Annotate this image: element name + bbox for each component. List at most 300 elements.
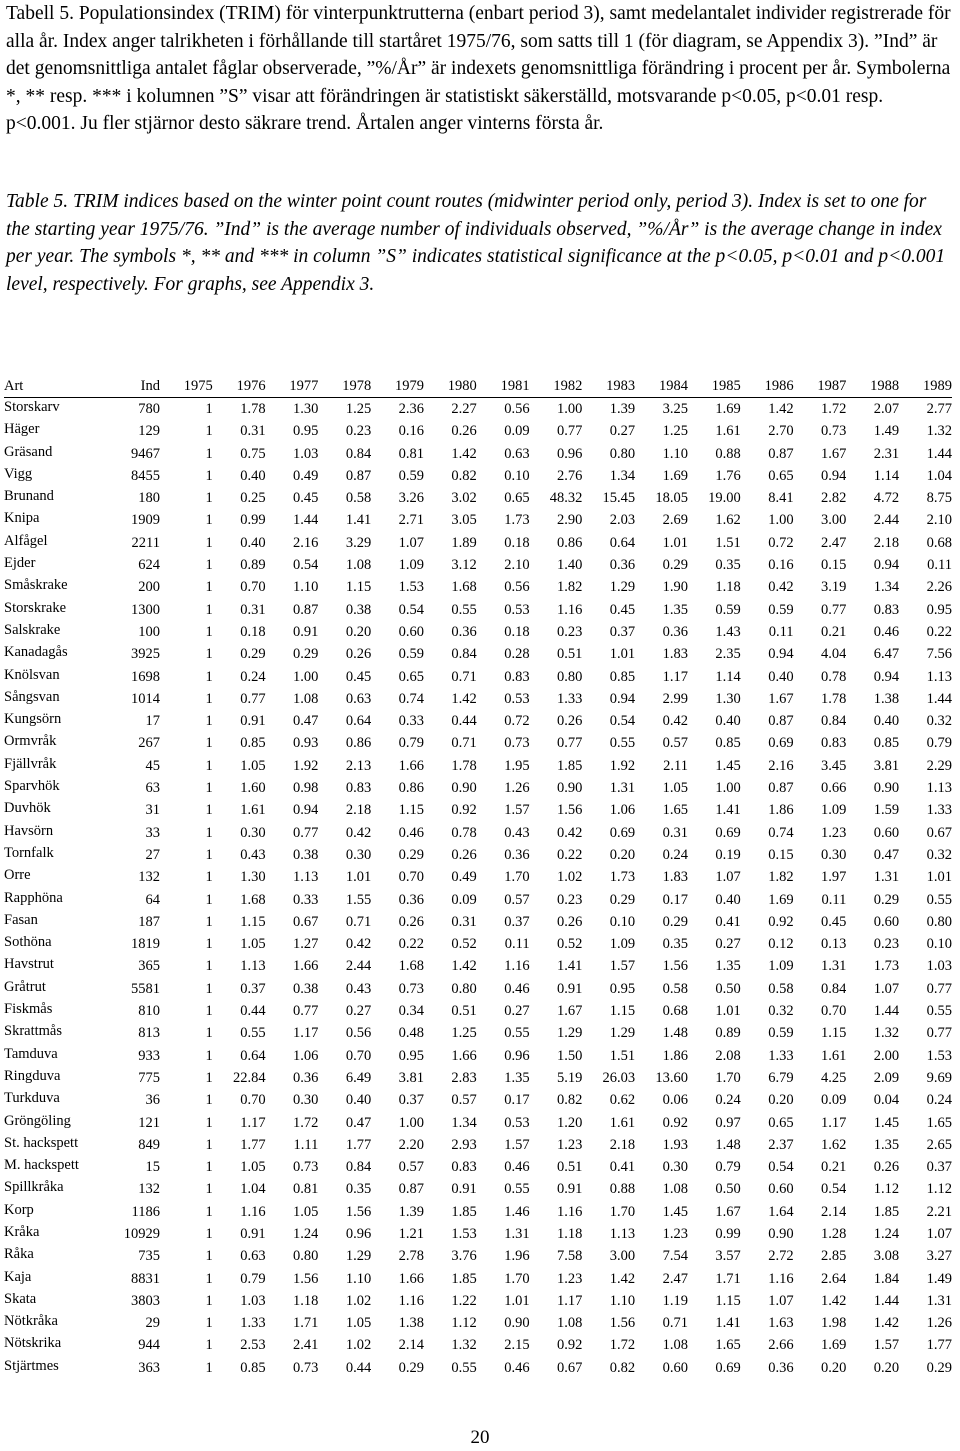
index-value: 1.73 xyxy=(609,869,636,886)
index-value: 7.56 xyxy=(926,646,952,663)
index-value: 0.18 xyxy=(504,623,530,640)
index-value: 0.89 xyxy=(715,1025,741,1042)
index-value: 3.02 xyxy=(451,490,477,507)
index-value: 2.47 xyxy=(662,1270,688,1287)
index-value: 1 xyxy=(205,623,213,640)
species-name: Stjärtmes xyxy=(4,1357,59,1374)
index-value: 0.53 xyxy=(504,601,530,618)
index-value: 1.66 xyxy=(451,1047,477,1064)
index-value: 0.46 xyxy=(873,623,900,640)
index-value: 0.47 xyxy=(873,846,900,863)
index-value: 2.53 xyxy=(240,1337,266,1354)
index-value: 0.63 xyxy=(504,445,530,462)
index-value: 0.16 xyxy=(398,423,424,440)
index-value: 1.16 xyxy=(557,1203,583,1220)
ind-value: 100 xyxy=(138,623,160,640)
index-value: 0.81 xyxy=(293,1181,319,1198)
index-value: 0.70 xyxy=(820,1003,847,1020)
index-value: 0.73 xyxy=(398,980,424,997)
index-value: 0.38 xyxy=(293,980,319,997)
index-value: 1.56 xyxy=(345,1203,372,1220)
index-value: 0.09 xyxy=(820,1092,847,1109)
index-value: 2.93 xyxy=(451,1136,477,1153)
index-value: 0.65 xyxy=(504,490,530,507)
index-value: 0.90 xyxy=(557,780,583,797)
index-value: 1.07 xyxy=(768,1292,794,1309)
index-value: 1.23 xyxy=(662,1225,688,1242)
index-value: 2.36 xyxy=(398,401,424,417)
index-value: 0.49 xyxy=(293,467,319,484)
species-name: Tamduva xyxy=(4,1045,58,1062)
table-row xyxy=(4,933,952,955)
index-value: 0.87 xyxy=(293,601,319,618)
index-value: 0.79 xyxy=(926,735,952,752)
index-value: 1 xyxy=(205,690,213,707)
index-value: 1.08 xyxy=(293,690,319,707)
index-value: 4.04 xyxy=(820,646,847,663)
index-value: 0.26 xyxy=(451,423,477,440)
index-value: 1.00 xyxy=(293,668,319,685)
caption-english xyxy=(6,188,954,298)
index-value: 2.20 xyxy=(398,1136,424,1153)
index-value: 0.83 xyxy=(451,1159,477,1176)
index-value: 2.07 xyxy=(873,401,900,417)
index-value: 1.03 xyxy=(240,1292,266,1309)
index-value: 1.19 xyxy=(662,1292,688,1309)
index-value: 1.34 xyxy=(451,1114,477,1131)
index-value: 0.15 xyxy=(768,846,794,863)
index-value: 18.05 xyxy=(655,490,688,507)
index-value: 1.30 xyxy=(715,690,741,707)
index-value: 0.77 xyxy=(293,824,319,841)
index-value: 0.45 xyxy=(293,490,319,507)
index-value: 8.75 xyxy=(926,490,952,507)
index-value: 1 xyxy=(205,534,213,551)
index-value: 0.97 xyxy=(715,1114,741,1131)
index-value: 0.11 xyxy=(927,557,952,574)
index-value: 0.51 xyxy=(557,646,583,663)
index-value: 0.94 xyxy=(820,467,847,484)
index-value: 1.83 xyxy=(662,869,688,886)
index-value: 0.30 xyxy=(293,1092,319,1109)
index-value: 3.27 xyxy=(926,1248,952,1265)
index-value: 1.44 xyxy=(873,1003,900,1020)
index-value: 1 xyxy=(205,1359,213,1376)
index-value: 1.85 xyxy=(873,1203,900,1220)
index-value: 0.72 xyxy=(768,534,794,551)
index-value: 1.45 xyxy=(662,1203,688,1220)
index-value: 1 xyxy=(205,1270,213,1287)
index-value: 2.10 xyxy=(504,557,530,574)
index-value: 2.83 xyxy=(451,1069,477,1086)
index-value: 13.60 xyxy=(655,1069,688,1086)
index-value: 0.36 xyxy=(609,557,636,574)
ind-value: 132 xyxy=(138,1181,160,1198)
index-value: 0.11 xyxy=(768,623,794,640)
index-value: 0.36 xyxy=(768,1359,794,1376)
index-value: 0.26 xyxy=(557,913,583,930)
index-value: 0.30 xyxy=(820,846,847,863)
index-value: 1.70 xyxy=(609,1203,636,1220)
index-value: 1.33 xyxy=(768,1047,794,1064)
ind-value: 33 xyxy=(145,824,160,841)
index-value: 1.12 xyxy=(451,1315,477,1332)
index-value: 0.20 xyxy=(609,846,636,863)
index-value: 3.26 xyxy=(398,490,424,507)
index-value: 0.59 xyxy=(768,601,794,618)
index-value: 0.40 xyxy=(240,467,266,484)
index-value: 1 xyxy=(205,668,213,685)
index-value: 0.60 xyxy=(873,824,900,841)
index-value: 0.35 xyxy=(662,936,688,953)
index-value: 1.57 xyxy=(504,802,530,819)
index-value: 3.45 xyxy=(820,757,847,774)
index-value: 1.42 xyxy=(820,1292,847,1309)
index-value: 0.44 xyxy=(345,1359,372,1376)
table-row xyxy=(4,1156,952,1178)
ind-value: 15 xyxy=(145,1159,160,1176)
index-value: 0.11 xyxy=(821,891,847,908)
index-value: 1.44 xyxy=(873,1292,900,1309)
index-value: 1 xyxy=(205,869,213,886)
index-value: 0.87 xyxy=(345,467,372,484)
index-value: 0.85 xyxy=(240,1359,266,1376)
index-value: 1.44 xyxy=(926,445,952,462)
index-value: 19.00 xyxy=(708,490,741,507)
index-value: 1.42 xyxy=(768,401,794,417)
index-value: 2.66 xyxy=(768,1337,794,1354)
index-value: 1 xyxy=(205,646,213,663)
index-value: 1.16 xyxy=(504,958,530,975)
index-value: 1.57 xyxy=(504,1136,530,1153)
index-value: 7.54 xyxy=(662,1248,688,1265)
index-value: 6.79 xyxy=(768,1069,794,1086)
index-value: 5.19 xyxy=(557,1069,583,1086)
index-value: 1.07 xyxy=(873,980,900,997)
species-name: Skata xyxy=(4,1290,37,1307)
ind-value: 1300 xyxy=(131,601,160,618)
ind-value: 933 xyxy=(138,1047,160,1064)
index-value: 1.01 xyxy=(926,869,952,886)
index-value: 1.30 xyxy=(293,401,319,417)
index-value: 2.77 xyxy=(926,401,952,417)
index-value: 1.39 xyxy=(398,1203,424,1220)
index-value: 0.62 xyxy=(609,1092,636,1109)
column-header: 1984 xyxy=(635,376,688,398)
index-value: 1.56 xyxy=(557,802,583,819)
index-value: 1 xyxy=(205,1047,213,1064)
index-value: 0.10 xyxy=(926,936,952,953)
index-value: 0.60 xyxy=(398,623,424,640)
ind-value: 624 xyxy=(138,557,160,574)
index-value: 0.27 xyxy=(609,423,636,440)
index-value: 1.92 xyxy=(609,757,636,774)
ind-value: 121 xyxy=(138,1114,160,1131)
index-value: 0.24 xyxy=(662,846,688,863)
index-value: 1.09 xyxy=(609,936,636,953)
index-value: 0.85 xyxy=(240,735,266,752)
index-value: 2.15 xyxy=(504,1337,530,1354)
index-value: 0.77 xyxy=(557,423,583,440)
index-value: 1.06 xyxy=(609,802,636,819)
index-value: 1.89 xyxy=(451,534,477,551)
index-value: 2.18 xyxy=(609,1136,636,1153)
index-value: 0.98 xyxy=(293,780,319,797)
index-value: 0.23 xyxy=(557,623,583,640)
index-value: 0.93 xyxy=(293,735,319,752)
index-value: 3.25 xyxy=(662,401,688,417)
index-value: 3.05 xyxy=(451,512,477,529)
index-value: 0.27 xyxy=(715,936,741,953)
index-value: 1.15 xyxy=(820,1025,847,1042)
index-value: 1.64 xyxy=(768,1203,794,1220)
index-value: 0.55 xyxy=(451,1359,477,1376)
index-value: 1 xyxy=(205,1092,213,1109)
index-value: 0.28 xyxy=(504,646,530,663)
column-header: 1978 xyxy=(318,376,371,398)
index-value: 1.01 xyxy=(345,869,372,886)
ind-value: 849 xyxy=(138,1136,160,1153)
index-value: 9.69 xyxy=(926,1069,952,1086)
index-value: 1.56 xyxy=(609,1315,636,1332)
index-value: 1.07 xyxy=(398,534,424,551)
index-value: 0.31 xyxy=(662,824,688,841)
index-value: 0.48 xyxy=(398,1025,424,1042)
index-value: 1 xyxy=(205,1315,213,1332)
index-value: 1.13 xyxy=(926,780,952,797)
index-value: 1.44 xyxy=(293,512,319,529)
index-value: 0.52 xyxy=(557,936,583,953)
species-name: Ejder xyxy=(4,555,36,572)
index-value: 1.02 xyxy=(557,869,583,886)
index-value: 0.85 xyxy=(609,668,636,685)
index-value: 0.88 xyxy=(609,1181,636,1198)
index-value: 0.23 xyxy=(345,423,372,440)
index-value: 2.10 xyxy=(926,512,952,529)
index-value: 1.33 xyxy=(240,1315,266,1332)
index-value: 1.18 xyxy=(293,1292,319,1309)
index-value: 0.27 xyxy=(504,1003,530,1020)
index-value: 1.66 xyxy=(398,1270,424,1287)
index-value: 1.12 xyxy=(873,1181,900,1198)
index-value: 1.15 xyxy=(240,913,266,930)
index-value: 1.27 xyxy=(293,936,319,953)
table-row xyxy=(4,1045,952,1067)
index-value: 0.77 xyxy=(240,690,266,707)
ind-value: 129 xyxy=(138,423,160,440)
table-row xyxy=(4,554,952,576)
index-value: 0.65 xyxy=(768,1114,794,1131)
index-value: 0.70 xyxy=(240,1092,266,1109)
table-row xyxy=(4,1089,952,1111)
index-value: 0.38 xyxy=(345,601,372,618)
table-row xyxy=(4,889,952,911)
index-value: 0.44 xyxy=(240,1003,266,1020)
index-value: 8.41 xyxy=(768,490,794,507)
index-value: 1.65 xyxy=(715,1337,741,1354)
index-value: 0.22 xyxy=(926,623,952,640)
table-row xyxy=(4,955,952,977)
index-value: 0.59 xyxy=(398,467,424,484)
index-value: 0.26 xyxy=(451,846,477,863)
index-value: 1 xyxy=(205,467,213,484)
index-value: 0.37 xyxy=(240,980,266,997)
index-value: 0.09 xyxy=(451,891,477,908)
table-row xyxy=(4,732,952,754)
index-value: 1.43 xyxy=(715,623,741,640)
index-value: 1.08 xyxy=(662,1337,688,1354)
index-value: 1.16 xyxy=(240,1203,266,1220)
table-row xyxy=(4,465,952,487)
species-name: Spillkråka xyxy=(4,1179,64,1196)
index-value: 1.57 xyxy=(609,958,636,975)
index-value: 1 xyxy=(205,735,213,752)
index-value: 0.36 xyxy=(293,1069,319,1086)
ind-value: 36 xyxy=(145,1092,160,1109)
index-value: 1.53 xyxy=(398,579,424,596)
index-value: 15.45 xyxy=(602,490,636,507)
index-value: 1.29 xyxy=(345,1248,372,1265)
index-value: 1 xyxy=(205,401,213,417)
index-value: 0.31 xyxy=(451,913,477,930)
ind-value: 3803 xyxy=(131,1292,160,1309)
index-value: 1.73 xyxy=(873,958,900,975)
index-value: 1.61 xyxy=(609,1114,636,1131)
index-value: 2.13 xyxy=(345,757,372,774)
index-value: 1.82 xyxy=(557,579,583,596)
index-value: 1.23 xyxy=(557,1136,583,1153)
index-value: 0.40 xyxy=(768,668,794,685)
index-value: 2.08 xyxy=(715,1047,741,1064)
index-value: 0.94 xyxy=(873,668,900,685)
index-value: 1.60 xyxy=(240,780,266,797)
index-value: 1.13 xyxy=(609,1225,636,1242)
index-value: 1.68 xyxy=(398,958,424,975)
index-value: 0.10 xyxy=(609,913,636,930)
ind-value: 267 xyxy=(138,735,160,752)
index-value: 1 xyxy=(205,980,213,997)
index-value: 0.30 xyxy=(345,846,372,863)
species-name: Kungsörn xyxy=(4,711,62,728)
index-value: 2.03 xyxy=(609,512,636,529)
index-value: 0.59 xyxy=(398,646,424,663)
index-value: 0.29 xyxy=(609,891,636,908)
ind-value: 363 xyxy=(138,1359,160,1376)
index-value: 1.67 xyxy=(768,690,794,707)
index-value: 0.09 xyxy=(504,423,530,440)
index-value: 1.41 xyxy=(715,802,741,819)
ind-value: 180 xyxy=(138,490,160,507)
index-value: 0.42 xyxy=(557,824,583,841)
index-value: 1.02 xyxy=(345,1337,372,1354)
index-value: 0.60 xyxy=(662,1359,688,1376)
table-header-row xyxy=(4,376,952,398)
index-value: 1 xyxy=(205,913,213,930)
index-value: 1.49 xyxy=(873,423,900,440)
page-number: 20 xyxy=(470,1427,490,1448)
index-value: 0.42 xyxy=(662,713,688,730)
index-value: 1.14 xyxy=(873,467,900,484)
index-value: 1 xyxy=(205,958,213,975)
table-row xyxy=(4,1357,952,1379)
index-value: 26.03 xyxy=(602,1069,636,1086)
index-value: 1.85 xyxy=(451,1203,477,1220)
index-value: 0.53 xyxy=(504,1114,530,1131)
species-name: Nötskrika xyxy=(4,1335,62,1352)
index-value: 0.35 xyxy=(715,557,741,574)
index-value: 6.47 xyxy=(873,646,900,663)
index-value: 1.17 xyxy=(557,1292,583,1309)
index-value: 1.67 xyxy=(820,445,847,462)
index-value: 1.67 xyxy=(557,1003,583,1020)
species-name: Sparvhök xyxy=(4,778,60,795)
index-value: 1.29 xyxy=(609,1025,636,1042)
index-value: 1.04 xyxy=(926,467,952,484)
index-value: 0.64 xyxy=(609,534,636,551)
index-value: 0.46 xyxy=(504,1159,530,1176)
index-value: 1.14 xyxy=(715,668,741,685)
index-value: 1 xyxy=(205,846,213,863)
table-row xyxy=(4,1334,952,1356)
index-value: 0.51 xyxy=(451,1003,477,1020)
index-value: 1 xyxy=(205,490,213,507)
species-name: Småskrake xyxy=(4,577,68,594)
species-name: St. hackspett xyxy=(4,1134,79,1151)
index-value: 0.45 xyxy=(345,668,372,685)
table-row xyxy=(4,978,952,1000)
index-value: 1 xyxy=(205,802,213,819)
index-value: 1.78 xyxy=(240,401,266,417)
index-value: 0.26 xyxy=(398,913,424,930)
index-value: 0.37 xyxy=(504,913,530,930)
index-value: 0.46 xyxy=(504,980,530,997)
table-row xyxy=(4,420,952,442)
index-value: 1 xyxy=(205,1292,213,1309)
index-value: 0.83 xyxy=(345,780,372,797)
index-value: 1.59 xyxy=(873,802,900,819)
index-value: 0.67 xyxy=(926,824,952,841)
species-name: Sångsvan xyxy=(4,688,60,705)
index-value: 1.05 xyxy=(240,936,266,953)
species-name: Storskarv xyxy=(4,399,60,415)
index-value: 0.27 xyxy=(345,1003,372,1020)
index-value: 0.45 xyxy=(609,601,636,618)
table-row xyxy=(4,1312,952,1334)
index-value: 1.56 xyxy=(662,958,688,975)
index-value: 1.42 xyxy=(873,1315,900,1332)
index-value: 0.80 xyxy=(451,980,477,997)
index-value: 0.51 xyxy=(557,1159,583,1176)
index-value: 0.55 xyxy=(609,735,636,752)
species-name: Nötkråka xyxy=(4,1313,58,1330)
index-value: 1.53 xyxy=(451,1225,477,1242)
table-row xyxy=(4,777,952,799)
table-row xyxy=(4,755,952,777)
index-value: 1 xyxy=(205,1069,213,1086)
index-value: 1.68 xyxy=(451,579,477,596)
index-value: 0.71 xyxy=(662,1315,688,1332)
column-header: 1988 xyxy=(846,376,899,398)
index-value: 1.24 xyxy=(293,1225,319,1242)
index-value: 1.17 xyxy=(820,1114,847,1131)
index-value: 0.41 xyxy=(715,913,741,930)
table-row xyxy=(4,643,952,665)
index-value: 0.29 xyxy=(398,1359,424,1376)
index-value: 0.55 xyxy=(926,891,952,908)
index-value: 1.32 xyxy=(451,1337,477,1354)
index-value: 1.69 xyxy=(715,401,741,417)
index-value: 1.35 xyxy=(715,958,741,975)
